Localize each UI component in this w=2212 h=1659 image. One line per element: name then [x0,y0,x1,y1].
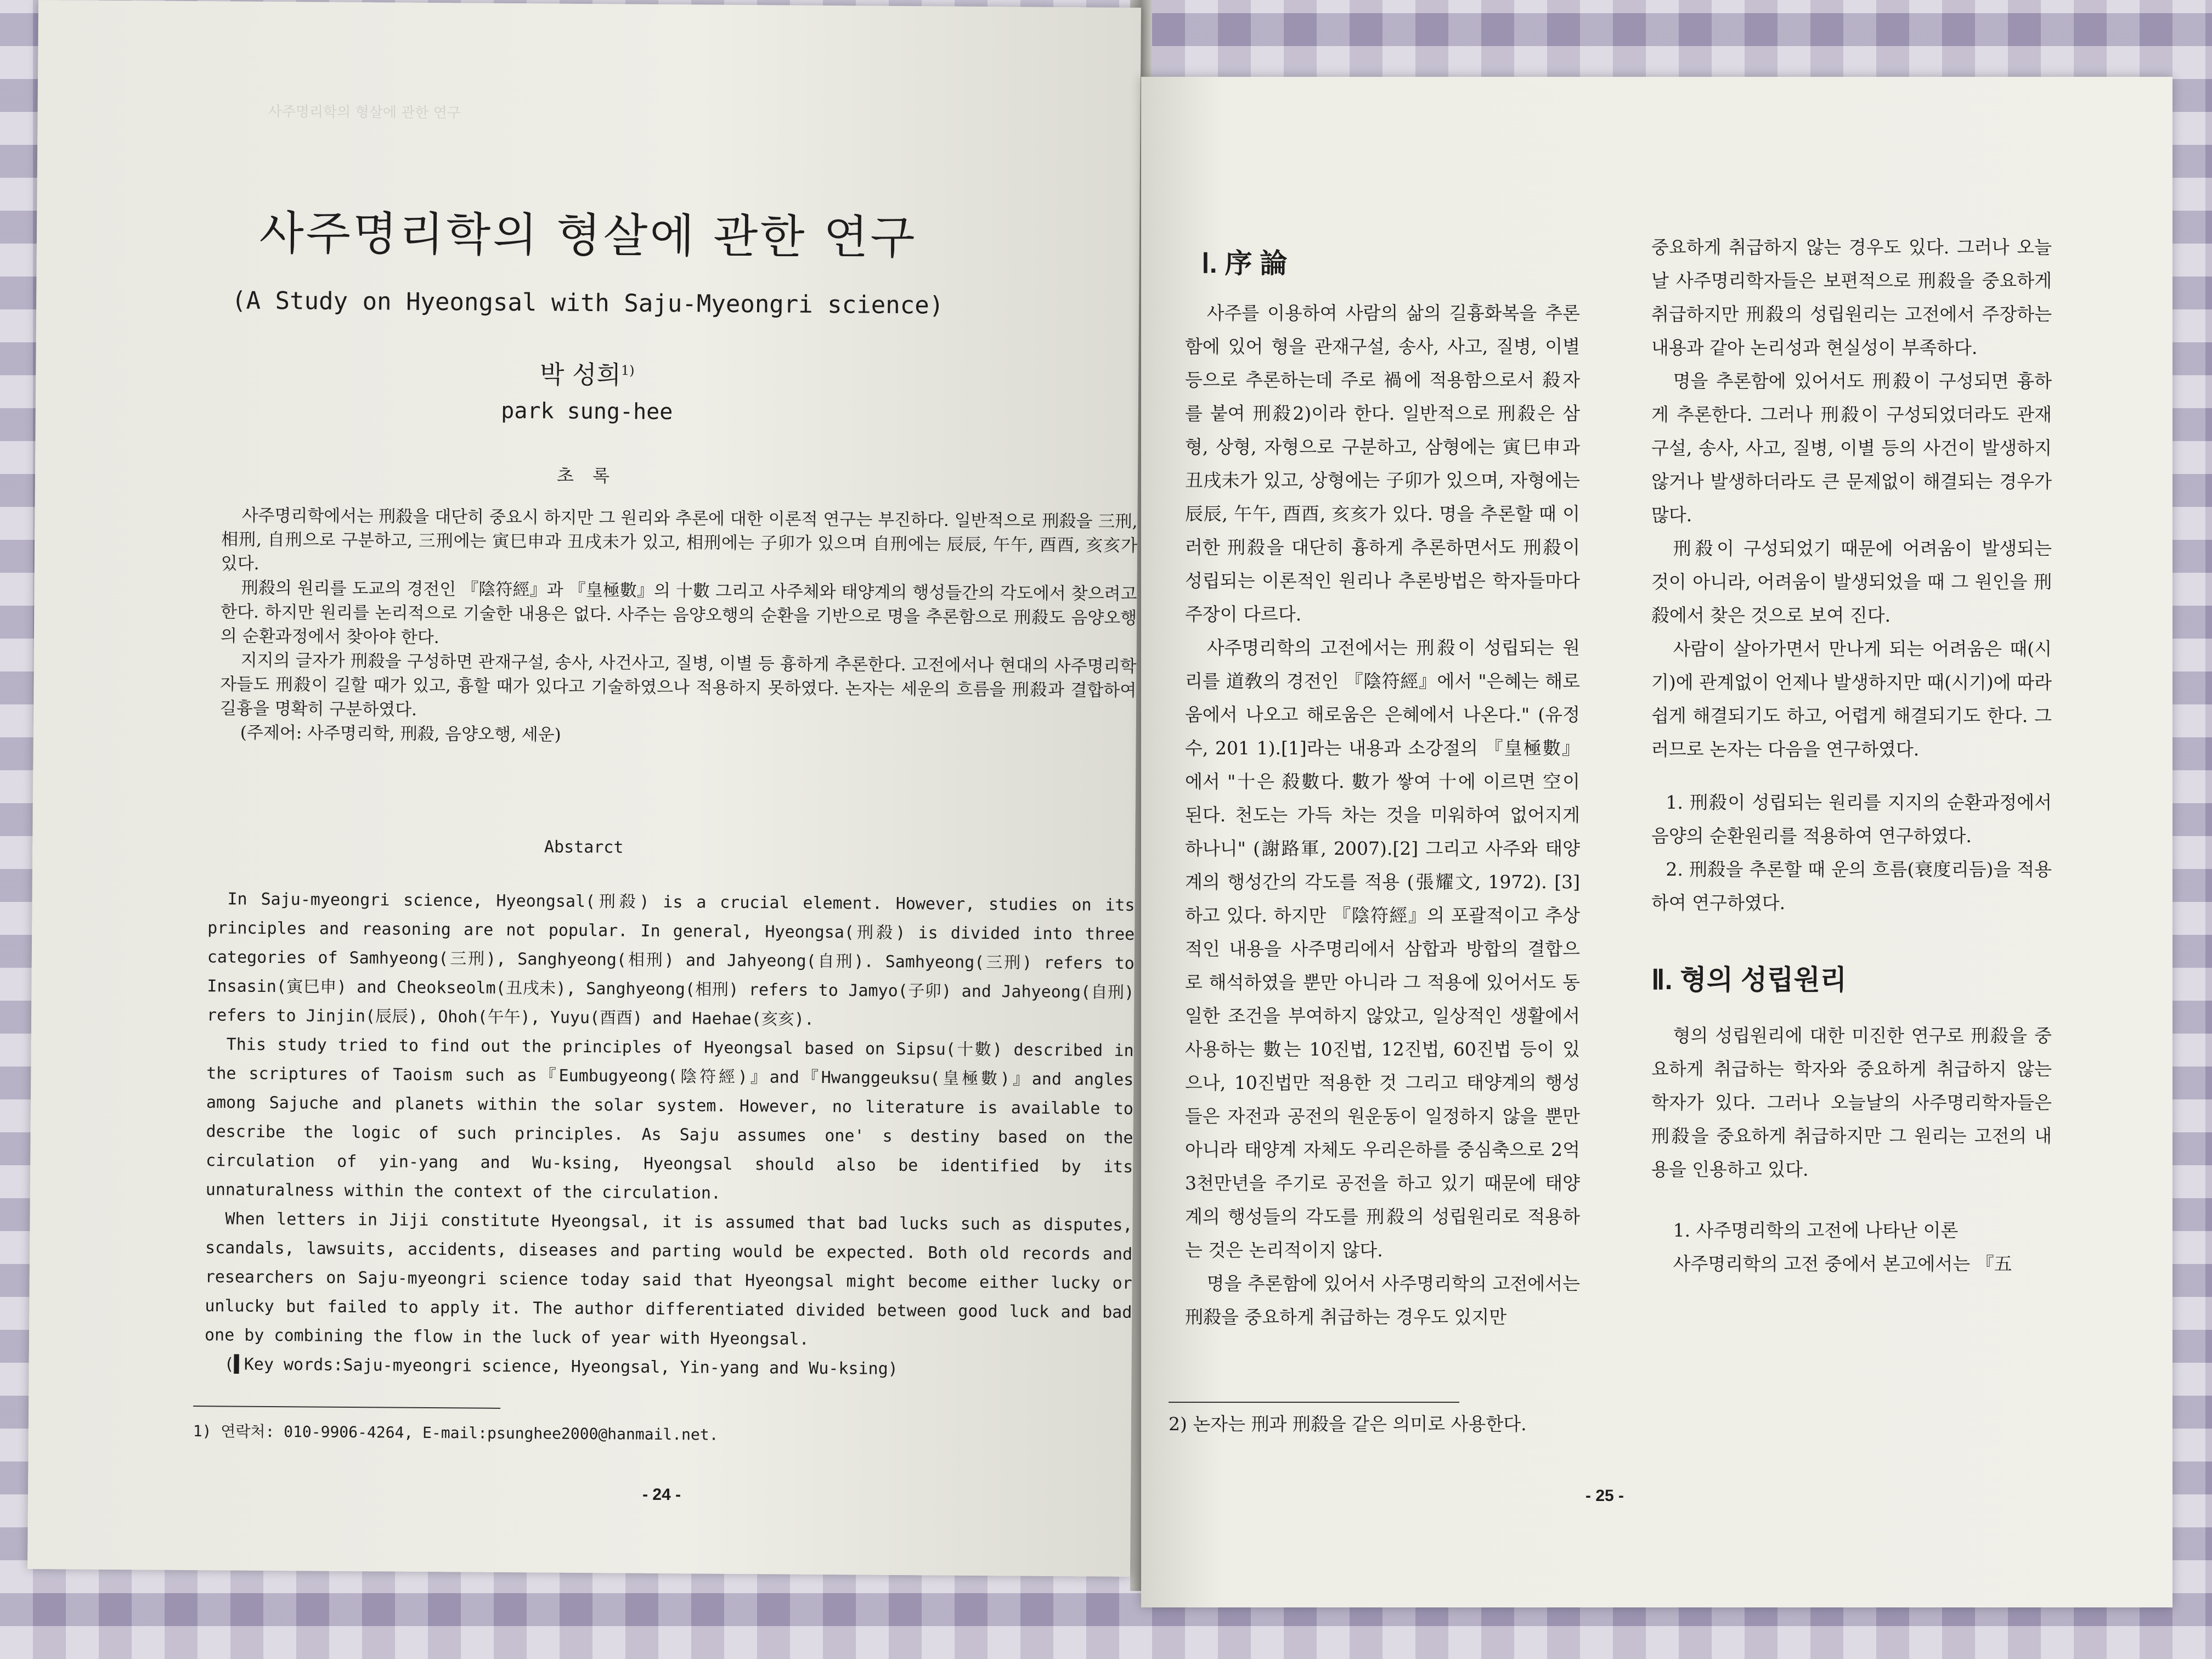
abstract-english-paragraph: In Saju-myeongri science, Hyeongsal(刑殺) is a crucial element. However, studies on its principles and reasoning are not popular. In general, Hyeongsa(刑殺) is divided into three categories of Samhyeong(三刑), Sanghyeong(相刑) and Jahyeong(自刑). Samhyeong(三刑) refers to Insasin(寅巳申) and Cheokseolm(丑戌未), Sanghyeong(相刑) refers to Jamyo(子卯) and Jahyeong(自刑) refers to Jinjin(辰辰), Ohoh(午午), Yuyu(酉酉) and Haehae(亥亥). [206,889,1135,1029]
abstract-english-paragraph: When letters in Jiji constitute Hyeongsal, it is assumed that bad lucks such as disputes, scandals, lawsuits, accidents, diseases and parting would be expected. Both old records and researchers on Saju-myeongri science today said that Hyeongsal might become either lucky or unlucky but failed to apply it. The author differentiated divided between good luck and bad one by combining the flow in the luck of year with Hyeongsal. [204,1209,1133,1349]
abstract-english-heading: Abstarct [544,837,624,857]
author-english: park sung-hee [501,398,673,425]
left-page [27,0,1141,1577]
abstract-korean-paragraph: 사주명리학에서는 刑殺을 대단히 중요시 하지만 그 원리와 추론에 대한 이론적 연구는 부진하다. 일반적으로 刑殺을 三刑, 相刑, 自刑으로 구분하고, 三刑에는 寅巳申과 丑戌未가 있고, 相刑에는 子卯가 있으며 自刑에는 辰辰, 午午, 酉酉, 亥亥가 있다. [221,505,1138,574]
subsection-heading: 1. 사주명리학의 고전에 나타난 이론 [1673,1220,1959,1241]
author-korean [36,351,1138,395]
body-paragraph: 사주명리학의 고전 중에서 본고에서는 『五 [1673,1253,2012,1274]
body-paragraph: 사주를 이용하여 사람의 삶의 길흉화복을 추론함에 있어 형을 관재구설, 송사, 사고, 질병, 이별 등으로 추론하는데 주로 禍에 적용함으로서 殺자를 붙여 刑殺2)이라 한다. 일반적으로 刑殺은 삼형, 상형, 자형으로 구분하고, 삼형에는 寅巳申과 丑戌未가 있고, 상형에는 子卯가 있으며, 자형에는 辰辰, 午午, 酉酉, 亥亥가 있다. 명을 추론할 때 이러한 刑殺을 대단히 흉하게 추론하면서도 刑殺이 성립되는 이론적인 원리나 추론방법은 학자들마다 주장이 다르다. [1185,302,1580,625]
research-aims-list [1651,786,2052,919]
body-paragraph: 刑殺이 구성되었기 때문에 어려움이 발생되는 것이 아니라, 어려움이 발생되었을 때 그 원인을 刑殺에서 찾은 것으로 보여 진다. [1651,538,2052,626]
abstract-korean-paragraph: 刑殺의 원리를 도교의 경전인 『陰符經』과 『皇極數』의 十數 그리고 사주체와 태양계의 행성들간의 각도에서 찾으려고 한다. 하지만 원리를 논리적으로 기술한 내용은 없다. 사주는 음양오행의 순환을 기반으로 명을 추론함으로 刑殺도 음양오행의 순환과정에서 찾아야 한다. [220,578,1137,648]
body-paragraph: 명을 추론함에 있어서 사주명리학의 고전에서는 刑殺을 중요하게 취급하는 경우도 있지만 [1185,1273,1580,1328]
body-paragraph: 형의 성립원리에 대한 미진한 연구로 刑殺을 중요하게 취급하는 학자와 중요하게 취급하지 않는 학자가 있다. 그러나 오늘날의 사주명리학자들은 刑殺을 중요하게 취급하지만 그 원리는 고전의 내용을 인용하고 있다. [1651,1025,2052,1180]
section-heading-principles: Ⅱ. 형의 성립원리 [1651,964,1847,995]
abstract-korean-heading: 초 록 [556,465,617,487]
section-heading-introduction: Ⅰ. 序 論 [1201,248,1288,279]
footnote-contact: 1) 연락처: 010-9906-4264, E-mail:psunghee2000@hanmail.net. [193,1422,719,1444]
right-page-column-2 [1651,230,2052,1280]
page-number-right: - 25 - [1585,1487,1624,1505]
bleed-through-running-head: 사주명리학의 형살에 관한 연구 [268,103,461,122]
paper-subtitle: (A Study on Hyeongsal with Saju-Myeongri science) [231,286,944,320]
abstract-korean-keywords: (주제어: 사주명리학, 刑殺, 음양오행, 세운) [240,723,561,745]
list-item: 2. 刑殺을 추론할 때 운의 흐름(衰度리듬)을 적용하여 연구하였다. [1651,859,2052,913]
right-page-column-1 [1185,296,1580,1334]
body-paragraph: 사주명리학의 고전에서는 刑殺이 성립되는 원리를 道敎의 경전인 『陰符經』에서 "은혜는 해로움에서 나오고 해로움은 은혜에서 나온다." (유정수, 201 1).[1]라는 내용과 소강절의 『皇極數』에서 "十은 殺數다. 數가 쌓여 十에 이르면 空이 된다. 천도는 가득 차는 것을 미워하여 없어지게 하나니" (謝路軍, 2007).[2] 그리고 사주와 태양계의 행성간의 각도를 적용 (張耀文, 1972). [3]하고 있다. 하지만 『陰符經』의 포괄적이고 추상적인 내용을 사주명리에서 삼합과 방합의 결합으로 해석하였을 뿐만 아니라 그 적용에 있어서도 동일한 조건을 부여하지 않았고, 일상적인 생활에서 사용하는 數는 10진법, 12진법, 60진법 등이 있으나, 10진법만 적용한 것 그리고 태양계의 행성들은 자전과 공전의 원운동이 일정하지 않을 뿐만 아니라 태양계 자체도 우리은하를 중심축으로 2억 3천만년을 주기로 공전을 하고 있기 때문에 태양계의 행성들의 각도를 刑殺의 성립원리로 적용하는 것은 논리적이지 않다. [1185,637,1580,1261]
author-footnote-mark: 1) [620,363,635,379]
body-paragraph: 사람이 살아가면서 만나게 되는 어려움은 때(시기)에 관계없이 언제나 발생하지만 때(시기)에 따라 쉽게 해결되기도 하고, 어렵게 해결되기도 한다. 그러므로 논자는 다음을 연구하였다. [1651,638,2052,760]
author-korean-name: 박 성희 [539,359,622,390]
abstract-english-keywords: (▌Key words:Saju-myeongri science, Hyeongsal, Yin-yang and Wu-ksing) [224,1355,898,1379]
paper-title: 사주명리학의 형살에 관한 연구 [259,206,917,265]
abstract-korean-paragraph: 지지의 글자가 刑殺을 구성하면 관재구설, 송사, 사건사고, 질병, 이별 등 흉하게 추론한다. 고전에서나 현대의 사주명리학자들도 刑殺이 길할 때가 있고, 흉할 때가 있다고 기술하였으나 적용하지 못하였다. 논자는 세운의 흐름을 刑殺과 결합하여 길흉을 명확히 구분하였다. [219,650,1137,720]
footnote-divider [1169,1402,1459,1403]
page-number-left: - 24 - [642,1485,681,1504]
footnote-terminology: 2) 논자는 刑과 刑殺을 같은 의미로 사용한다. [1169,1413,1527,1435]
footnote-divider [193,1406,500,1409]
body-paragraph: 중요하게 취급하지 않는 경우도 있다. 그러나 오늘날 사주명리학자들은 보편적으로 刑殺을 중요하게 취급하지만 刑殺의 성립원리는 고전에서 주장하는 내용과 같아 논리성과 현실성이 부족하다. [1651,236,2052,358]
body-paragraph: 명을 추론함에 있어서도 刑殺이 구성되면 흉하게 추론한다. 그러나 刑殺이 구성되었더라도 관재구설, 송사, 사고, 질병, 이별 등의 사건이 발생하지 않거나 발생하더라도 큰 문제없이 해결되는 경우가 많다. [1651,370,2052,526]
abstract-english [204,884,1135,1385]
abstract-korean [220,503,1138,751]
abstract-english-paragraph: This study tried to find out the principles of Hyeongsal based on Sipsu(十數) described in the scriptures of Taoism such as『Eumbugyeong(陰符經)』and『Hwanggeuksu(皇極數)』and angles among Sajuche and planets within the solar system. However, no literature is available to describe the logic of such principles. As Saju assumes one' s destiny based on the circulation of yin-yang and Wu-ksing, Hyeongsal should also be identified by its unnaturalness within the context of the circulation. [205,1035,1134,1203]
list-item: 1. 刑殺이 성립되는 원리를 지지의 순환과정에서 음양의 순환원리를 적용하여 연구하였다. [1651,792,2052,847]
right-page [1141,77,2172,1607]
